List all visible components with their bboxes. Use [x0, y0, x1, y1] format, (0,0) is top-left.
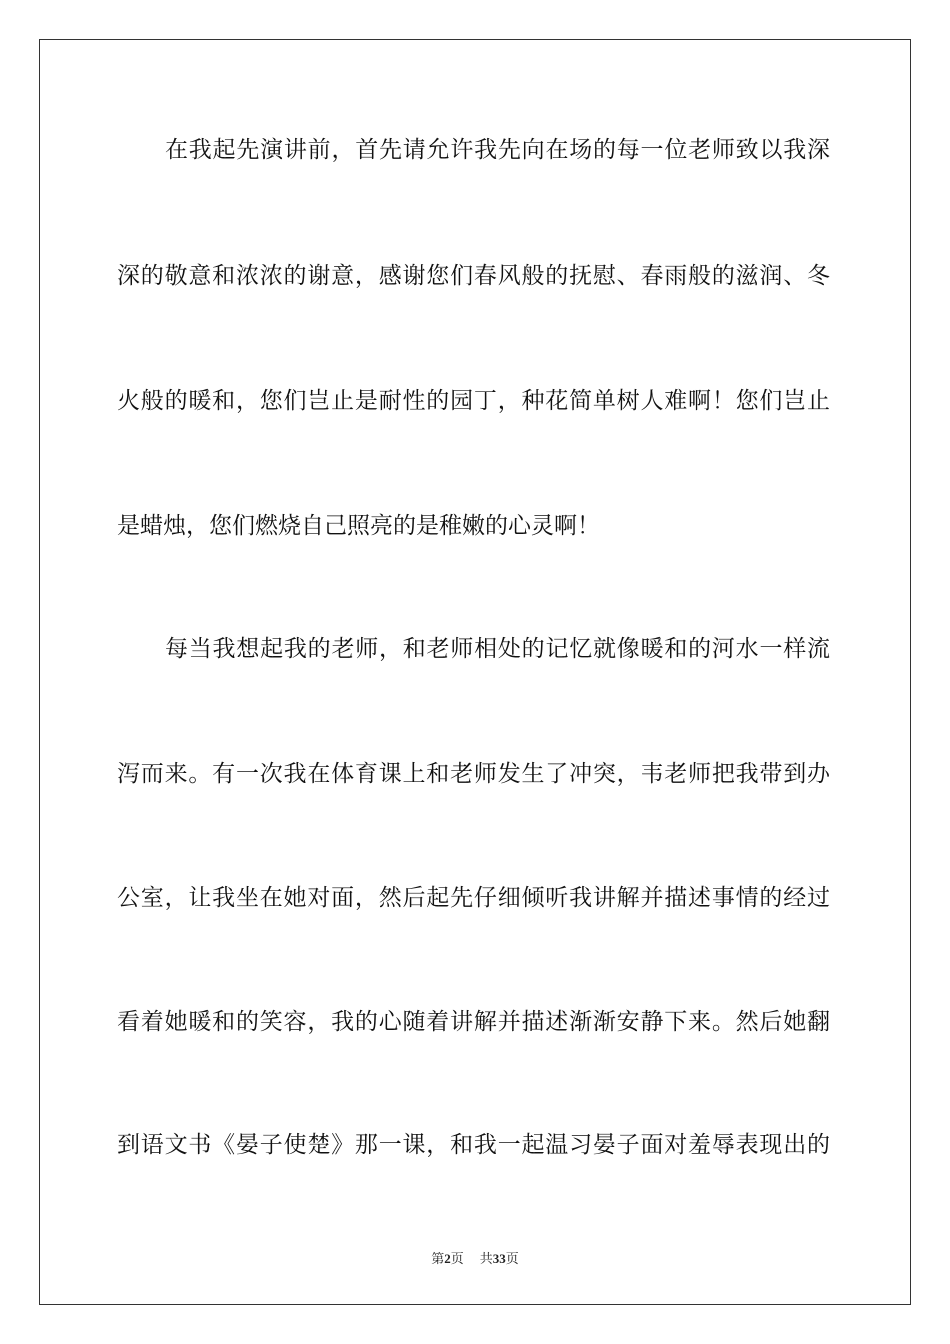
page-prefix: 第	[431, 1252, 445, 1267]
text-line-7: 公室，让我坐在她对面，然后起先仔细倾听我讲解并描述事情的经过	[117, 885, 830, 911]
total-suffix: 页	[505, 1252, 519, 1267]
text-line-4: 是蜡烛，您们燃烧自己照亮的是稚嫩的心灵啊！	[117, 513, 600, 539]
text-line-9: 到语文书《晏子使楚》那一课，和我一起温习晏子面对羞辱表现出的	[117, 1132, 830, 1158]
total-prefix: 共	[479, 1252, 493, 1267]
text-line-2: 深的敬意和浓浓的谢意，感谢您们春风般的抚慰、春雨般的滋润、冬	[117, 263, 830, 289]
text-line-3: 火般的暖和，您们岂止是耐性的园丁，种花简单树人难啊！您们岂止	[117, 388, 830, 414]
page-number: 2	[444, 1251, 451, 1266]
text-line-1: 在我起先演讲前，首先请允许我先向在场的每一位老师致以我深	[165, 137, 830, 163]
page-suffix: 页	[450, 1252, 464, 1267]
total-pages: 33	[492, 1251, 506, 1266]
text-line-6: 泻而来。有一次我在体育课上和老师发生了冲突，韦老师把我带到办	[117, 761, 830, 787]
text-line-8: 看着她暖和的笑容，我的心随着讲解并描述渐渐安静下来。然后她翻	[117, 1009, 830, 1035]
page-footer	[0, 1248, 950, 1267]
text-line-5: 每当我想起我的老师，和老师相处的记忆就像暖和的河水一样流	[165, 636, 830, 662]
page-border	[39, 39, 911, 1305]
